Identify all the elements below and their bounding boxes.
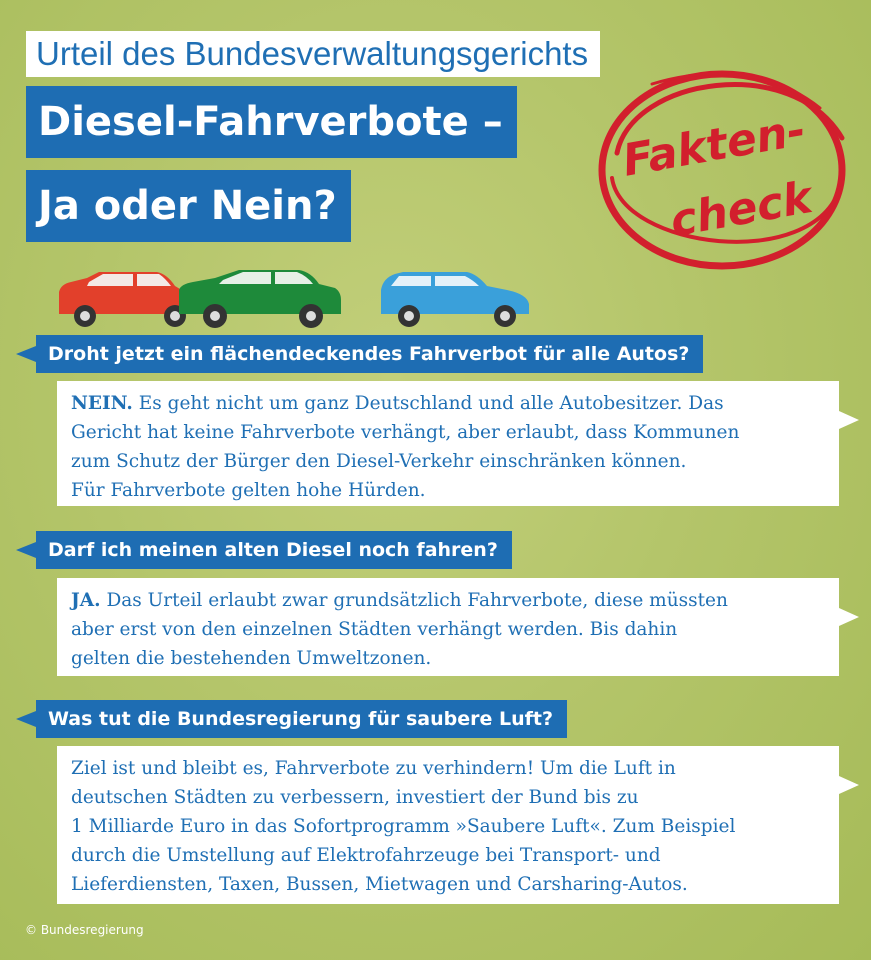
question-3: Was tut die Bundesregierung für saubere Luft? [36,700,567,738]
stamp-text-line1: Fakten- [618,104,810,187]
title-line-1: Diesel-Fahrverbote – [26,86,517,158]
blue-car-icon [381,272,529,327]
answer-1-lead: NEIN. [71,393,133,414]
subtitle: Urteil des Bundesverwaltungsgerichts [26,31,600,77]
answer-2-lead: JA. [71,590,101,611]
cars-illustration [55,264,535,334]
stamp-text-line2: check [666,172,816,248]
answer-1-line: Gericht hat keine Fahrverbote verhängt, aber erlaubt, dass Kommunen [71,422,740,443]
answer-3-line: deutschen Städten zu verbessern, investiert der Bund bis zu [71,787,639,808]
question-2: Darf ich meinen alten Diesel noch fahren? [36,531,512,569]
answer-3-line: 1 Milliarde Euro in das Sofortprogramm »Saubere Luft«. Zum Beispiel [71,816,736,837]
red-car-icon [59,272,193,327]
answer-2-line: Das Urteil erlaubt zwar grundsätzlich Fahrverbote, diese müssten [100,590,728,611]
answer-3 [57,746,839,904]
faktencheck-stamp [592,58,854,276]
answer-3-line: Lieferdiensten, Taxen, Bussen, Mietwagen und Carsharing-Autos. [71,874,688,895]
question-1: Droht jetzt ein flächendeckendes Fahrverbot für alle Autos? [36,335,703,373]
copyright: © Bundesregierung [25,923,144,937]
answer-3-line: Ziel ist und bleibt es, Fahrverbote zu verhindern! Um die Luft in [71,758,676,779]
answer-1 [57,381,839,506]
title-line-2: Ja oder Nein? [26,170,351,242]
green-car-icon [179,270,341,328]
answer-2-line: gelten die bestehenden Umweltzonen. [71,648,432,669]
answer-2-line: aber erst von den einzelnen Städten verhängt werden. Bis dahin [71,619,678,640]
answer-1-line: Für Fahrverbote gelten hohe Hürden. [71,480,426,501]
answer-1-line: zum Schutz der Bürger den Diesel-Verkehr einschränken können. [71,451,687,472]
answer-3-line: durch die Umstellung auf Elektrofahrzeuge bei Transport- und [71,845,661,866]
answer-1-line: Es geht nicht um ganz Deutschland und alle Autobesitzer. Das [132,393,724,414]
answer-2 [57,578,839,676]
